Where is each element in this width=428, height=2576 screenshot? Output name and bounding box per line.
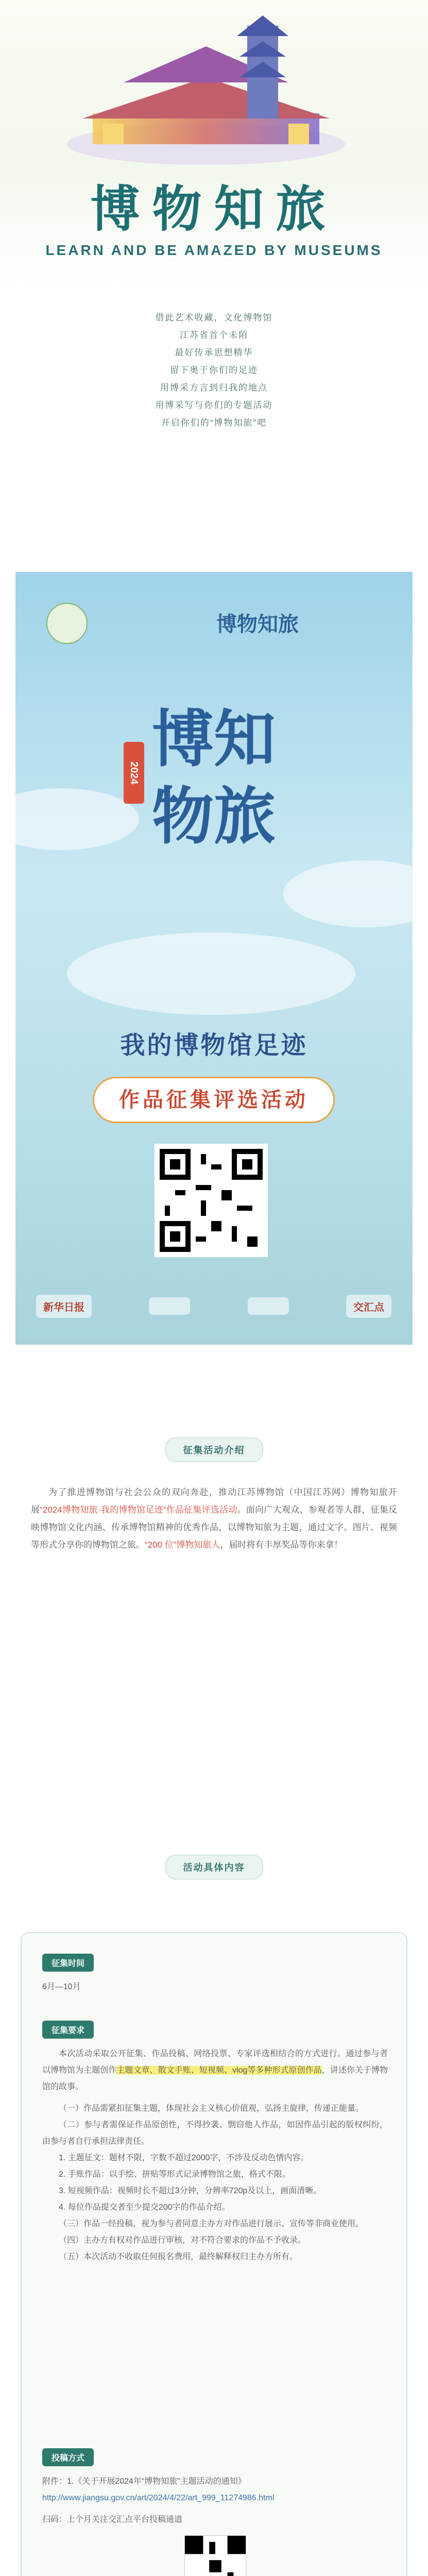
requirement-item: （二）参与者需保证作品原创性，不得抄袭、剽窃他人作品，如因作品引起的版权纠纷，由参与者自行承担法律责任。 (42, 2121, 388, 2146)
paragraph-highlight: “2024博物知旅·我的博物馆足迹”作品征集评选活动 (40, 1505, 237, 1515)
intro-line: 借此艺术收藏，文化博物馆 (155, 313, 273, 323)
submit-block (42, 2448, 388, 2576)
time-value: 6月—10月 (42, 1982, 81, 1991)
intro-paragraph (31, 1484, 397, 1554)
requirement-intro (42, 2046, 388, 2095)
poster-big-title-text: 博知物旅 (152, 703, 276, 853)
poster-logos (46, 603, 381, 649)
requirement-block (42, 2021, 388, 2265)
poster-ribbon: 作品征集评选活动 (93, 1077, 335, 1123)
cloud-decoration (283, 860, 413, 927)
section-heading-detail (0, 1855, 428, 1879)
sponsor-logo (248, 1297, 289, 1315)
paragraph-text: 为了推进博物馆与社会公众的双向奔赴，推动江苏博物馆（中国江苏网）博物知旅开展 (31, 1487, 397, 1515)
requirement-text: 本次活动采取公开征集、作品投稿、网络投票、专家评选相结合的方式进行。通过参与者以博物馆为主题创作 (42, 2049, 388, 2075)
intro-line: 最好传承思想精华 (175, 348, 253, 358)
requirement-item: 3. 短视频作品：视频时长不超过3分钟，分辨率720p及以上，画面清晰。 (59, 2187, 322, 2195)
time-block (42, 1954, 388, 1995)
intro-line: 江苏省首个未陌 (180, 330, 248, 340)
poster-year-badge: 2024 (124, 742, 144, 804)
cloud-decoration (15, 788, 139, 850)
requirement-item: 1. 主题征文：题材不限，字数不超过2000字，不涉及反动色情内容。 (59, 2154, 309, 2162)
requirement-tag: 征集要求 (42, 2021, 94, 2039)
requirement-item: （一）作品需紧扣征集主题，体现社会主义核心价值观，弘扬主旋律，传递正能量。 (59, 2104, 364, 2113)
intro-line: 留下奥于你们的足迹 (170, 365, 258, 375)
section-heading-intro (0, 1437, 428, 1462)
paragraph-highlight: “200 位”博物知旅人 (145, 1540, 220, 1550)
requirement-text: ，讲述你关于博物馆的故事。 (42, 2066, 388, 2091)
section-heading-pill: 活动具体内容 (165, 1855, 263, 1879)
intro-line: 开启你们的“博物知旅”吧 (161, 418, 267, 428)
header-banner (0, 0, 428, 289)
museum-logo-icon (46, 603, 88, 644)
time-tag: 征集时间 (42, 1954, 94, 1972)
intro-line: 用博采方言到归我的地点 (160, 383, 268, 393)
poster-logo-text: 博物知旅 (216, 612, 299, 636)
requirement-item: （四）主办方有权对作品进行审核，对不符合要求的作品不予收录。 (59, 2236, 306, 2245)
submit-tag: 投稿方式 (42, 2448, 94, 2466)
sponsor-logo: 交汇点 (346, 1295, 391, 1318)
submit-link[interactable]: http://www.jiangsu.gov.cn/art/2024/4/22/art_999_11274986.html (42, 2494, 275, 2502)
qr-code[interactable] (155, 1144, 268, 1257)
poster-slogan: 我的博物馆足迹 (120, 1031, 308, 1060)
detail-card (21, 1932, 407, 2576)
sponsor-logo: 新华日报 (36, 1295, 92, 1318)
requirement-item: 2. 手账作品：以手绘、拼贴等形式记录博物馆之旅，格式不限。 (59, 2170, 290, 2179)
poster-footer-logos (36, 1288, 391, 1324)
event-poster (15, 572, 413, 1345)
paragraph-text: 。面向广大观众、参观者等人群，征集反映博物馆文化内涵、传承博物馆精神的优秀作品，以博物知旅为主题，通过文字、图片、视频等形式分享你的博物馆之旅。 (31, 1505, 398, 1550)
cloud-decoration (67, 933, 355, 1015)
sponsor-logo (149, 1297, 190, 1315)
poster-big-title (129, 701, 299, 855)
submit-scan-text: 扫码：上个月关注交汇点平台投稿通道 (42, 2515, 183, 2524)
requirement-highlight: 主题文章、散文手账、短视频、vlog等多种形式原创作品 (116, 2066, 322, 2075)
requirement-item: （三）作品一经投稿，视为参与者同意主办方对作品进行展示、宣传等非商业使用。 (59, 2219, 364, 2228)
submit-attachment: 附件：1.《关于开展2024年“博物知旅”主题活动的通知》 (42, 2477, 246, 2486)
intro-line: 用博采写与你们的专题活动 (155, 400, 273, 410)
requirement-item: 4. 每位作品提交者至少提交200字的作品介绍。 (59, 2203, 230, 2212)
intro-lines (0, 309, 428, 432)
requirement-item: （五）本次活动不收取任何报名费用，最终解释权归主办方所有。 (59, 2252, 298, 2261)
paragraph-text: ，届时将有丰厚奖品等你来拿！ (220, 1540, 343, 1550)
header-subtitle: LEARN AND BE AMAZED BY MUSEUMS (45, 242, 383, 258)
submit-qr-code[interactable] (184, 2535, 246, 2576)
qr-code-icon (185, 2536, 246, 2576)
pagoda-illustration (62, 15, 350, 170)
section-heading-pill: 征集活动介绍 (165, 1437, 263, 1462)
header-title: 博物知旅 (90, 180, 338, 238)
qr-code-icon (160, 1149, 263, 1252)
